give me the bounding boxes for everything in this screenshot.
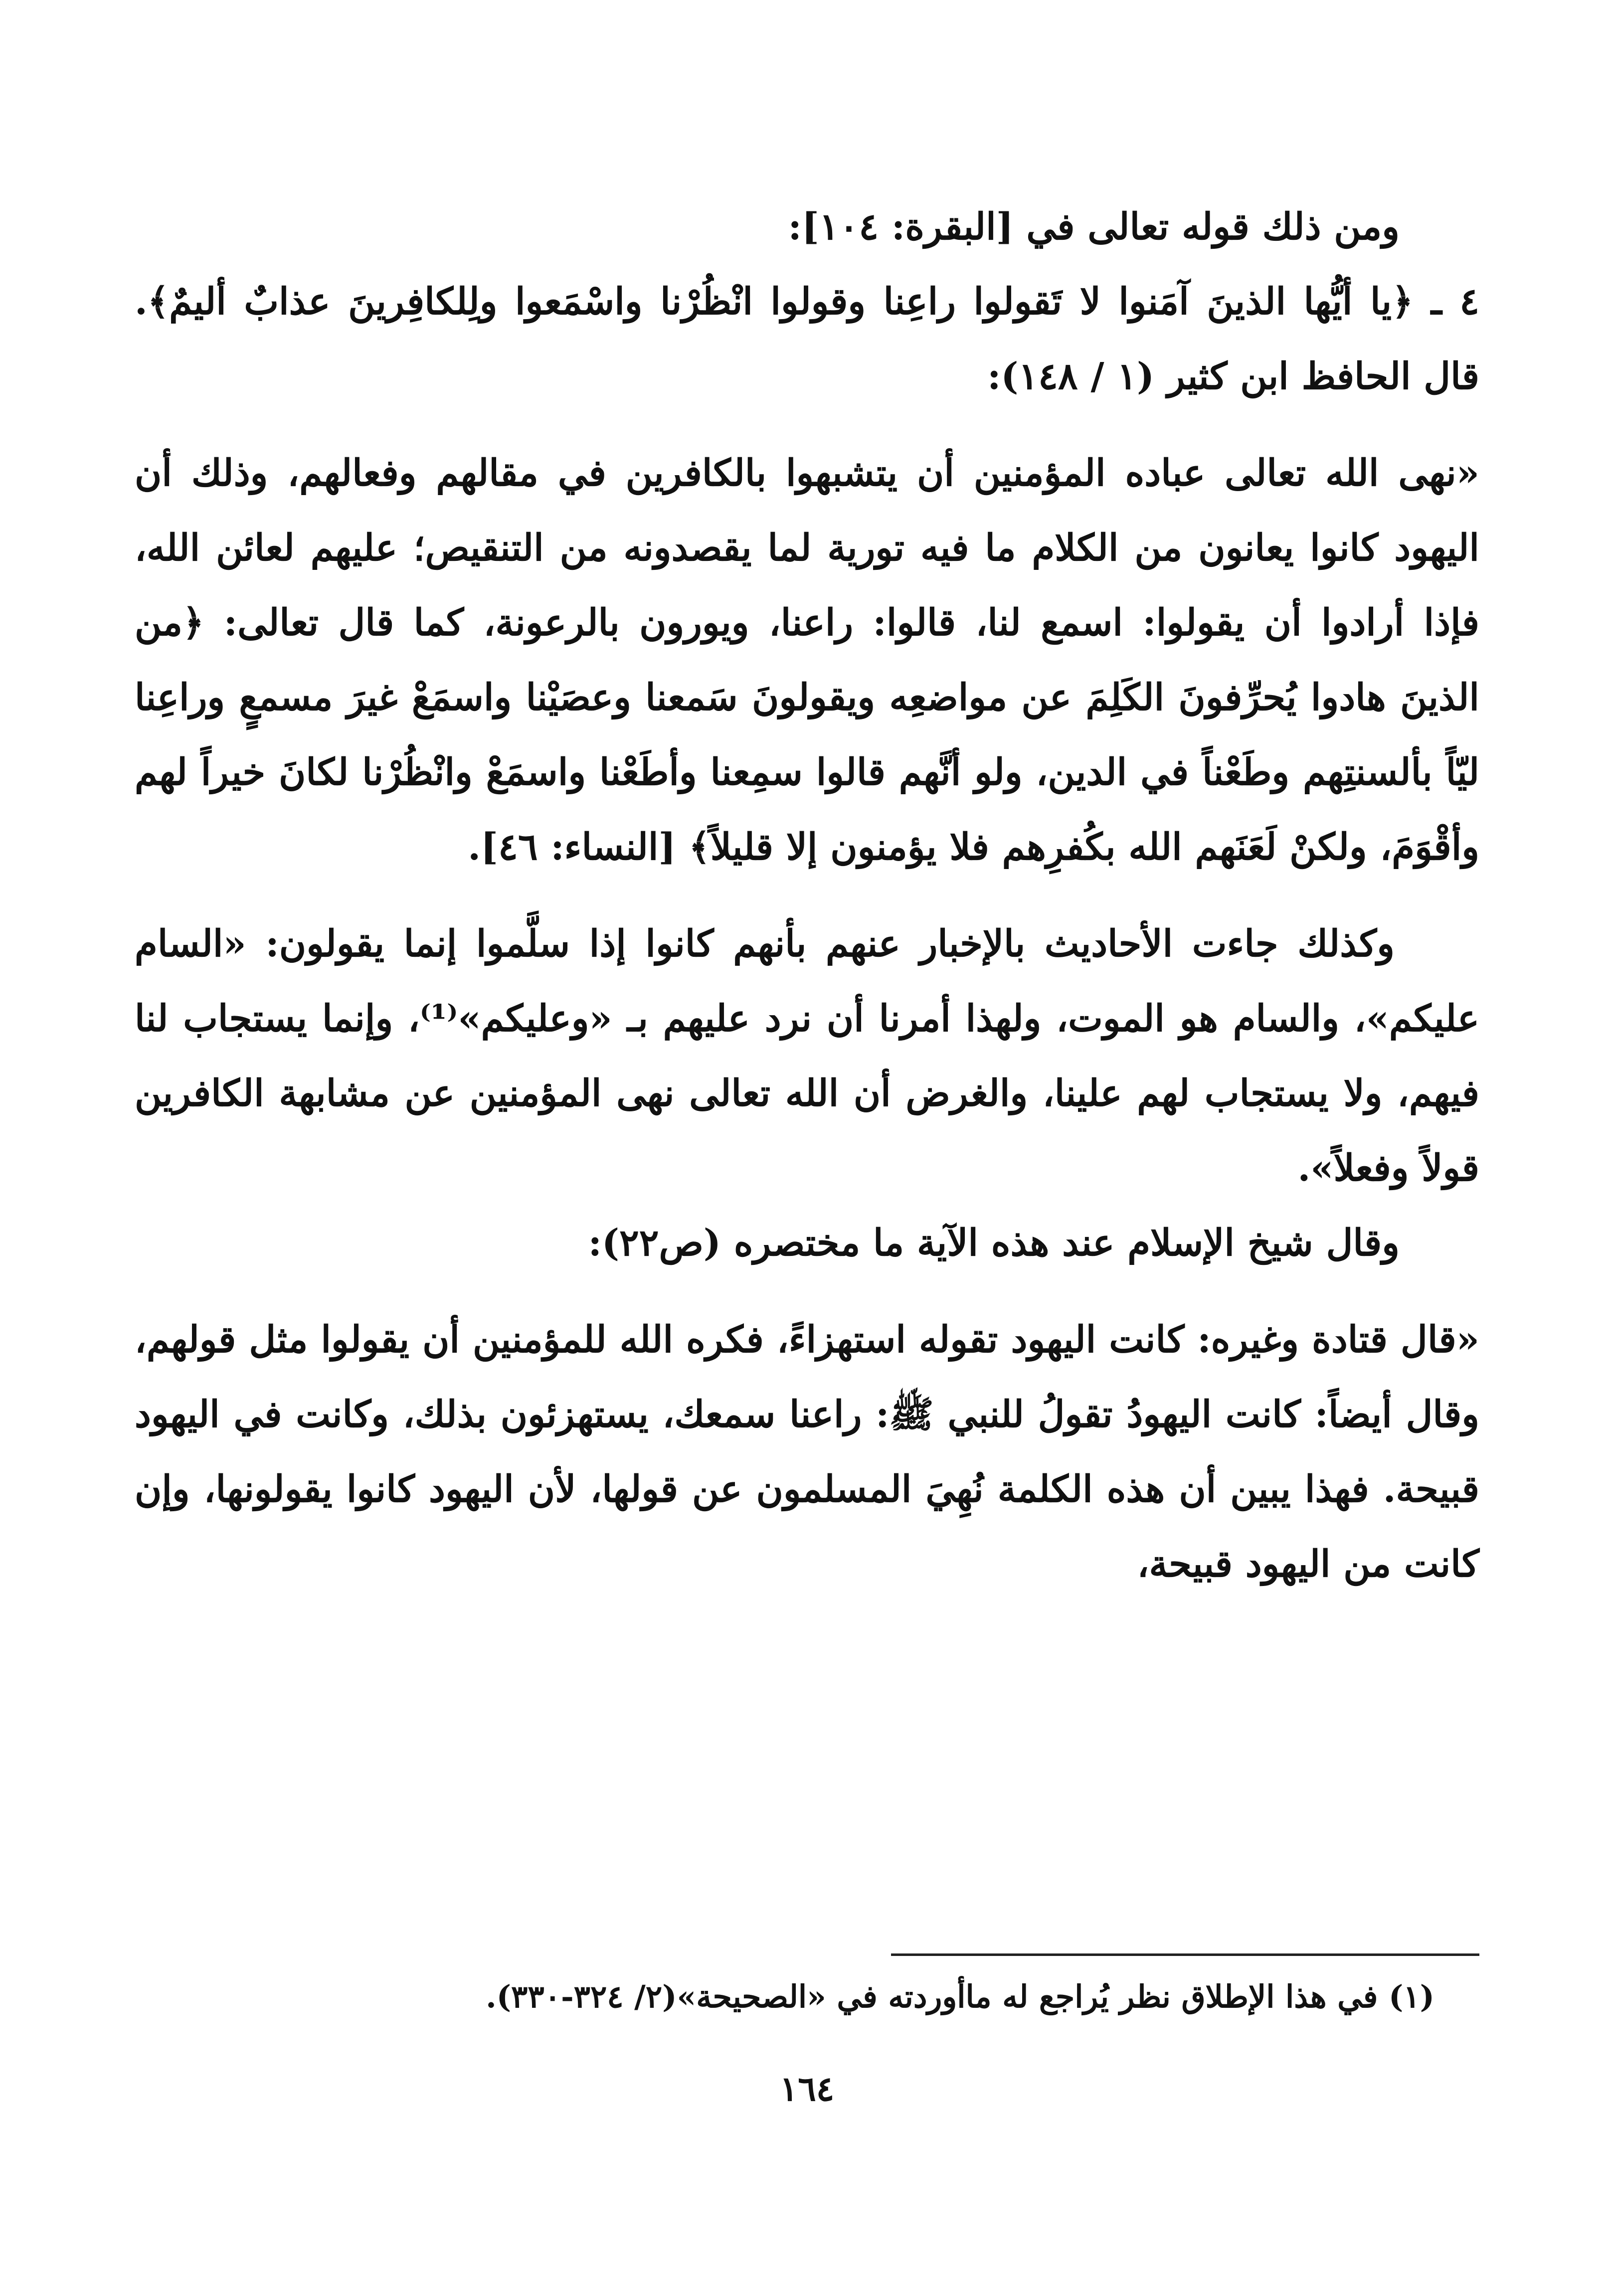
footnote: (١) في هذا الإطلاق نظر يُراجع له ماأوردته في «الصحيحة»(٢/ ٣٢٤-٣٣٠). [486, 1978, 1435, 2015]
ayah-block: ٤ ـ ﴿يا أيُّها الذينَ آمَنوا لا تَقولوا راعِنا وقولوا انْظُرْنا واسْمَعوا ولِلكافِرينَ عذابٌ أليمٌ﴾. قال الحافظ ابن كثير (١ / ١٤٨): [135, 280, 1479, 398]
page-number: ١٦٤ [779, 2069, 835, 2109]
hadith-paragraph: وكذلك جاءت الأحاديث بالإخبار عنهم بأنهم كانوا إذا سلَّموا إنما يقولون: «السام عليكم»، والسام هو الموت، ولهذا أمرنا أن نرد عليهم بـ «وعليكم»⁽¹⁾، وإنما يستجاب لنا فيهم، ولا يستجاب لهم علينا، والغرض أن الله تعالى نهى المؤمنين عن مشابهة الكافرين قولاً وفعلاً». [135, 922, 1479, 1190]
sheikh-intro: وقال شيخ الإسلام عند هذه الآية ما مختصره (ص٢٢): [588, 1222, 1400, 1264]
ibn-kathir-quote: «نهى الله تعالى عباده المؤمنين أن يتشبهوا بالكافرين في مقالهم وفعالهم، وذلك أن اليهود كانوا يعانون من الكلام ما فيه تورية لما يقصدونه من التنقيص؛ عليهم لعائن الله، فإذا أرادوا أن يقولوا: اسمع لنا، قالوا: راعنا، ويورون بالرعونة، كما قال تعالى: ﴿من الذينَ هادوا يُحرِّفونَ الكَلِمَ عن مواضعِه ويقولونَ سَمعنا وعصَيْنا واسمَعْ غيرَ مسمعٍ وراعِنا ليّاً بألسنتِهم وطَعْناً في الدين، ولو أنَّهم قالوا سمِعنا وأطَعْنا واسمَعْ وانْظُرْنا لكانَ خيراً لهم وأقْوَمَ، ولكنْ لَعَنَهم الله بكُفرِهم فلا يؤمنون إلا قليلاً﴾ [النساء: ٤٦]. [135, 452, 1479, 869]
main-text [135, 189, 1479, 1601]
sheikh-quote: «قال قتادة وغيره: كانت اليهود تقوله استهزاءً، فكره الله للمؤمنين أن يقولوا مثل قولهم، وقال أيضاً: كانت اليهودُ تقولُ للنبي ﷺ: راعنا سمعك، يستهزئون بذلك، وكانت في اليهود قبيحة. فهذا يبين أن هذه الكلمة نُهِيَ المسلمون عن قولها، لأن اليهود كانوا يقولونها، وإن كانت من اليهود قبيحة، [135, 1318, 1479, 1586]
intro-line: ومن ذلك قوله تعالى في [البقرة: ١٠٤]: [788, 205, 1400, 248]
footnote-separator [891, 1953, 1479, 1956]
